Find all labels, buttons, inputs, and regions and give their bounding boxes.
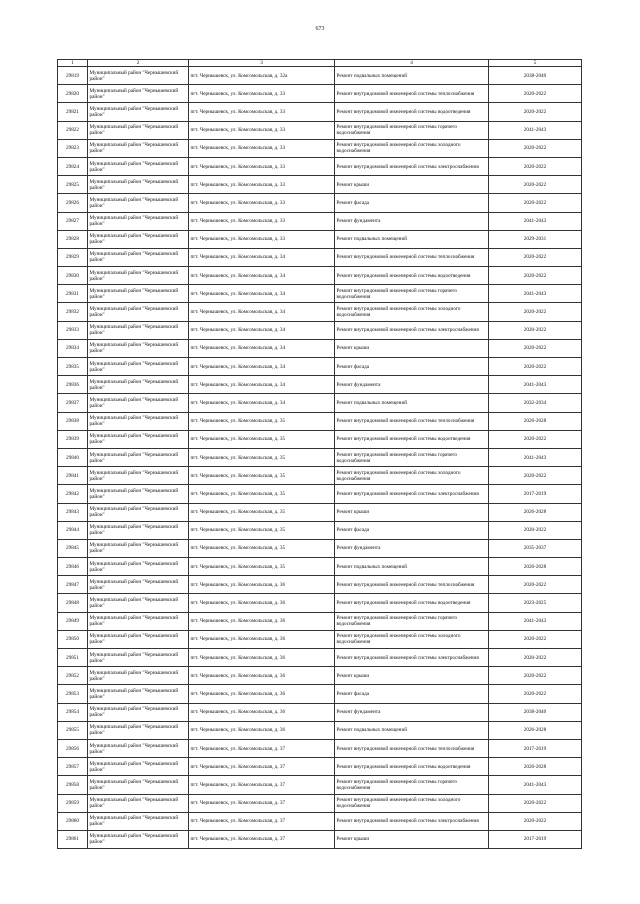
municipality-cell: Муниципальный район "Чернышевский район" bbox=[88, 539, 189, 557]
work-type-cell: Ремонт подвальных помещений bbox=[335, 67, 489, 85]
period-cell: 2020-2022 bbox=[489, 467, 582, 485]
work-type-cell: Ремонт крыши bbox=[335, 667, 489, 685]
table-row bbox=[58, 794, 582, 812]
column-header-4: 4 bbox=[335, 60, 489, 67]
work-type-cell: Ремонт внутридомовой инженерной системы электроснабжения bbox=[335, 157, 489, 175]
work-type-cell: Ремонт внутридомовой инженерной системы водоотведения bbox=[335, 594, 489, 612]
table-row bbox=[58, 594, 582, 612]
row-number-cell: 29842 bbox=[58, 485, 88, 503]
address-cell: пгт. Чернышевск, ул. Комсомольская, д. 37 bbox=[189, 812, 335, 830]
table-row bbox=[58, 721, 582, 739]
work-type-cell: Ремонт внутридомовой инженерной системы теплоснабжения bbox=[335, 85, 489, 103]
work-type-cell: Ремонт внутридомовой инженерной системы теплоснабжения bbox=[335, 576, 489, 594]
table-row bbox=[58, 430, 582, 448]
work-type-cell: Ремонт фасада bbox=[335, 521, 489, 539]
table-row bbox=[58, 776, 582, 794]
table-row bbox=[58, 667, 582, 685]
address-cell: пгт. Чернышевск, ул. Комсомольская, д. 34 bbox=[189, 285, 335, 303]
municipality-cell: Муниципальный район "Чернышевский район" bbox=[88, 412, 189, 430]
address-cell: пгт. Чернышевск, ул. Комсомольская, д. 37 bbox=[189, 758, 335, 776]
column-header-3: 3 bbox=[189, 60, 335, 67]
municipality-cell: Муниципальный район "Чернышевский район" bbox=[88, 739, 189, 757]
municipality-cell: Муниципальный район "Чернышевский район" bbox=[88, 612, 189, 630]
table-row bbox=[58, 521, 582, 539]
work-type-cell: Ремонт фундамента bbox=[335, 703, 489, 721]
address-cell: пгт. Чернышевск, ул. Комсомольская, д. 33 bbox=[189, 194, 335, 212]
row-number-cell: 29819 bbox=[58, 67, 88, 85]
work-type-cell: Ремонт внутридомовой инженерной системы горячего водоснабжения bbox=[335, 776, 489, 794]
work-type-cell: Ремонт внутридомовой инженерной системы холодного водоснабжения bbox=[335, 139, 489, 157]
municipality-cell: Муниципальный район "Чернышевский район" bbox=[88, 139, 189, 157]
municipality-cell: Муниципальный район "Чернышевский район" bbox=[88, 430, 189, 448]
municipality-cell: Муниципальный район "Чернышевский район" bbox=[88, 212, 189, 230]
period-cell: 2020-2022 bbox=[489, 303, 582, 321]
table-row bbox=[58, 358, 582, 376]
address-cell: пгт. Чернышевск, ул. Комсомольская, д. 37 bbox=[189, 794, 335, 812]
row-number-cell: 29855 bbox=[58, 721, 88, 739]
table-row bbox=[58, 339, 582, 357]
work-type-cell: Ремонт внутридомовой инженерной системы электроснабжения bbox=[335, 485, 489, 503]
row-number-cell: 29830 bbox=[58, 267, 88, 285]
period-cell: 2026-2028 bbox=[489, 412, 582, 430]
row-number-cell: 29824 bbox=[58, 157, 88, 175]
period-cell: 2041-2043 bbox=[489, 285, 582, 303]
period-cell: 2020-2022 bbox=[489, 649, 582, 667]
work-type-cell: Ремонт фундамента bbox=[335, 376, 489, 394]
work-type-cell: Ремонт внутридомовой инженерной системы теплоснабжения bbox=[335, 248, 489, 266]
table-row bbox=[58, 67, 582, 85]
column-header-1: 1 bbox=[58, 60, 88, 67]
work-type-cell: Ремонт внутридомовой инженерной системы водоотведения bbox=[335, 267, 489, 285]
municipality-cell: Муниципальный район "Чернышевский район" bbox=[88, 103, 189, 121]
address-cell: пгт. Чернышевск, ул. Комсомольская, д. 33 bbox=[189, 157, 335, 175]
address-cell: пгт. Чернышевск, ул. Комсомольская, д. 34 bbox=[189, 394, 335, 412]
table-row bbox=[58, 230, 582, 248]
table-row bbox=[58, 248, 582, 266]
municipality-cell: Муниципальный район "Чернышевский район" bbox=[88, 558, 189, 576]
period-cell: 2020-2022 bbox=[489, 176, 582, 194]
municipality-cell: Муниципальный район "Чернышевский район" bbox=[88, 230, 189, 248]
work-type-cell: Ремонт подвальных помещений bbox=[335, 558, 489, 576]
municipality-cell: Муниципальный район "Чернышевский район" bbox=[88, 594, 189, 612]
table-row bbox=[58, 412, 582, 430]
address-cell: пгт. Чернышевск, ул. Комсомольская, д. 34 bbox=[189, 248, 335, 266]
municipality-cell: Муниципальный район "Чернышевский район" bbox=[88, 667, 189, 685]
table-row bbox=[58, 539, 582, 557]
period-cell: 2023-2025 bbox=[489, 594, 582, 612]
period-cell: 2038-2040 bbox=[489, 703, 582, 721]
row-number-cell: 29832 bbox=[58, 303, 88, 321]
row-number-cell: 29858 bbox=[58, 776, 88, 794]
row-number-cell: 29856 bbox=[58, 739, 88, 757]
work-type-cell: Ремонт фундамента bbox=[335, 212, 489, 230]
municipality-cell: Муниципальный район "Чернышевский район" bbox=[88, 467, 189, 485]
period-cell: 2038-2040 bbox=[489, 67, 582, 85]
address-cell: пгт. Чернышевск, ул. Комсомольская, д. 35 bbox=[189, 430, 335, 448]
period-cell: 2020-2022 bbox=[489, 194, 582, 212]
municipality-cell: Муниципальный район "Чернышевский район" bbox=[88, 521, 189, 539]
row-number-cell: 29851 bbox=[58, 649, 88, 667]
municipality-cell: Муниципальный район "Чернышевский район" bbox=[88, 303, 189, 321]
period-cell: 2032-2034 bbox=[489, 394, 582, 412]
column-header-2: 2 bbox=[88, 60, 189, 67]
column-header-5: 5 bbox=[489, 60, 582, 67]
row-number-cell: 29848 bbox=[58, 594, 88, 612]
work-type-cell: Ремонт подвальных помещений bbox=[335, 230, 489, 248]
municipality-cell: Муниципальный район "Чернышевский район" bbox=[88, 812, 189, 830]
period-cell: 2020-2022 bbox=[489, 339, 582, 357]
table-row bbox=[58, 194, 582, 212]
period-cell: 2026-2028 bbox=[489, 758, 582, 776]
municipality-cell: Муниципальный район "Чернышевский район" bbox=[88, 830, 189, 848]
table-row bbox=[58, 448, 582, 466]
row-number-cell: 29839 bbox=[58, 430, 88, 448]
work-type-cell: Ремонт внутридомовой инженерной системы водоотведения bbox=[335, 430, 489, 448]
period-cell: 2029-2031 bbox=[489, 230, 582, 248]
municipality-cell: Муниципальный район "Чернышевский район" bbox=[88, 776, 189, 794]
address-cell: пгт. Чернышевск, ул. Комсомольская, д. 34 bbox=[189, 321, 335, 339]
work-type-cell: Ремонт внутридомовой инженерной системы холодного водоснабжения bbox=[335, 794, 489, 812]
period-cell: 2020-2022 bbox=[489, 157, 582, 175]
row-number-cell: 29833 bbox=[58, 321, 88, 339]
address-cell: пгт. Чернышевск, ул. Комсомольская, д. 33 bbox=[189, 212, 335, 230]
work-type-cell: Ремонт внутридомовой инженерной системы горячего водоснабжения bbox=[335, 612, 489, 630]
address-cell: пгт. Чернышевск, ул. Комсомольская, д. 35 bbox=[189, 485, 335, 503]
period-cell: 2020-2022 bbox=[489, 685, 582, 703]
work-type-cell: Ремонт крыши bbox=[335, 339, 489, 357]
table-row bbox=[58, 139, 582, 157]
work-type-cell: Ремонт фундамента bbox=[335, 539, 489, 557]
municipality-cell: Муниципальный район "Чернышевский район" bbox=[88, 248, 189, 266]
row-number-cell: 29846 bbox=[58, 558, 88, 576]
address-cell: пгт. Чернышевск, ул. Комсомольская, д. 35 bbox=[189, 467, 335, 485]
period-cell: 2041-2043 bbox=[489, 121, 582, 139]
table-row bbox=[58, 576, 582, 594]
address-cell: пгт. Чернышевск, ул. Комсомольская, д. 35 bbox=[189, 448, 335, 466]
period-cell: 2041-2043 bbox=[489, 376, 582, 394]
period-cell: 2020-2022 bbox=[489, 321, 582, 339]
row-number-cell: 29820 bbox=[58, 85, 88, 103]
address-cell: пгт. Чернышевск, ул. Комсомольская, д. 35 bbox=[189, 412, 335, 430]
table-row bbox=[58, 212, 582, 230]
period-cell: 2026-2028 bbox=[489, 721, 582, 739]
municipality-cell: Муниципальный район "Чернышевский район" bbox=[88, 649, 189, 667]
row-number-cell: 29822 bbox=[58, 121, 88, 139]
row-number-cell: 29825 bbox=[58, 176, 88, 194]
row-number-cell: 29828 bbox=[58, 230, 88, 248]
row-number-cell: 29843 bbox=[58, 503, 88, 521]
municipality-cell: Муниципальный район "Чернышевский район" bbox=[88, 358, 189, 376]
municipality-cell: Муниципальный район "Чернышевский район" bbox=[88, 448, 189, 466]
period-cell: 2020-2022 bbox=[489, 667, 582, 685]
municipality-cell: Муниципальный район "Чернышевский район" bbox=[88, 85, 189, 103]
period-cell: 2020-2022 bbox=[489, 267, 582, 285]
row-number-cell: 29836 bbox=[58, 376, 88, 394]
municipality-cell: Муниципальный район "Чернышевский район" bbox=[88, 339, 189, 357]
work-type-cell: Ремонт фасада bbox=[335, 358, 489, 376]
table-row bbox=[58, 85, 582, 103]
address-cell: пгт. Чернышевск, ул. Комсомольская, д. 33 bbox=[189, 139, 335, 157]
table-row bbox=[58, 394, 582, 412]
address-cell: пгт. Чернышевск, ул. Комсомольская, д. 36 bbox=[189, 721, 335, 739]
table-row bbox=[58, 176, 582, 194]
address-cell: пгт. Чернышевск, ул. Комсомольская, д. 34 bbox=[189, 339, 335, 357]
row-number-cell: 29821 bbox=[58, 103, 88, 121]
work-type-cell: Ремонт фасада bbox=[335, 194, 489, 212]
address-cell: пгт. Чернышевск, ул. Комсомольская, д. 36 bbox=[189, 649, 335, 667]
row-number-cell: 29834 bbox=[58, 339, 88, 357]
period-cell: 2017-2019 bbox=[489, 739, 582, 757]
row-number-cell: 29837 bbox=[58, 394, 88, 412]
address-cell: пгт. Чернышевск, ул. Комсомольская, д. 33 bbox=[189, 121, 335, 139]
period-cell: 2020-2022 bbox=[489, 576, 582, 594]
table-row bbox=[58, 467, 582, 485]
municipality-cell: Муниципальный район "Чернышевский район" bbox=[88, 176, 189, 194]
table-row bbox=[58, 685, 582, 703]
work-type-cell: Ремонт подвальных помещений bbox=[335, 721, 489, 739]
table-row bbox=[58, 157, 582, 175]
municipality-cell: Муниципальный район "Чернышевский район" bbox=[88, 121, 189, 139]
header-row bbox=[58, 60, 582, 67]
address-cell: пгт. Чернышевск, ул. Комсомольская, д. 35 bbox=[189, 558, 335, 576]
period-cell: 2017-2019 bbox=[489, 830, 582, 848]
table-row bbox=[58, 321, 582, 339]
period-cell: 2041-2043 bbox=[489, 448, 582, 466]
address-cell: пгт. Чернышевск, ул. Комсомольская, д. 35 bbox=[189, 503, 335, 521]
row-number-cell: 29840 bbox=[58, 448, 88, 466]
municipality-cell: Муниципальный район "Чернышевский район" bbox=[88, 376, 189, 394]
row-number-cell: 29823 bbox=[58, 139, 88, 157]
period-cell: 2020-2022 bbox=[489, 248, 582, 266]
table-body bbox=[58, 67, 582, 849]
work-type-cell: Ремонт крыши bbox=[335, 830, 489, 848]
address-cell: пгт. Чернышевск, ул. Комсомольская, д. 33 bbox=[189, 103, 335, 121]
period-cell: 2017-2019 bbox=[489, 485, 582, 503]
row-number-cell: 29852 bbox=[58, 667, 88, 685]
address-cell: пгт. Чернышевск, ул. Комсомольская, д. 36 bbox=[189, 667, 335, 685]
address-cell: пгт. Чернышевск, ул. Комсомольская, д. 36 bbox=[189, 612, 335, 630]
table-row bbox=[58, 739, 582, 757]
period-cell: 2026-2028 bbox=[489, 503, 582, 521]
period-cell: 2026-2028 bbox=[489, 558, 582, 576]
row-number-cell: 29850 bbox=[58, 630, 88, 648]
work-type-cell: Ремонт внутридомовой инженерной системы горячего водоснабжения bbox=[335, 448, 489, 466]
table-row bbox=[58, 612, 582, 630]
address-cell: пгт. Чернышевск, ул. Комсомольская, д. 34 bbox=[189, 376, 335, 394]
table-row bbox=[58, 812, 582, 830]
work-type-cell: Ремонт внутридомовой инженерной системы горячего водоснабжения bbox=[335, 121, 489, 139]
work-type-cell: Ремонт внутридомовой инженерной системы холодного водоснабжения bbox=[335, 467, 489, 485]
work-type-cell: Ремонт внутридомовой инженерной системы холодного водоснабжения bbox=[335, 303, 489, 321]
row-number-cell: 29838 bbox=[58, 412, 88, 430]
period-cell: 2020-2022 bbox=[489, 630, 582, 648]
municipality-cell: Муниципальный район "Чернышевский район" bbox=[88, 576, 189, 594]
work-type-cell: Ремонт внутридомовой инженерной системы горячего водоснабжения bbox=[335, 285, 489, 303]
municipality-cell: Муниципальный район "Чернышевский район" bbox=[88, 267, 189, 285]
address-cell: пгт. Чернышевск, ул. Комсомольская, д. 32а bbox=[189, 67, 335, 85]
address-cell: пгт. Чернышевск, ул. Комсомольская, д. 36 bbox=[189, 594, 335, 612]
table-row bbox=[58, 758, 582, 776]
row-number-cell: 29829 bbox=[58, 248, 88, 266]
table-row bbox=[58, 830, 582, 848]
row-number-cell: 29831 bbox=[58, 285, 88, 303]
period-cell: 2035-2037 bbox=[489, 539, 582, 557]
work-type-cell: Ремонт внутридомовой инженерной системы электроснабжения bbox=[335, 321, 489, 339]
work-type-cell: Ремонт подвальных помещений bbox=[335, 394, 489, 412]
row-number-cell: 29854 bbox=[58, 703, 88, 721]
work-type-cell: Ремонт внутридомовой инженерной системы водоотведения bbox=[335, 103, 489, 121]
table-row bbox=[58, 103, 582, 121]
row-number-cell: 29857 bbox=[58, 758, 88, 776]
municipality-cell: Муниципальный район "Чернышевский район" bbox=[88, 794, 189, 812]
municipality-cell: Муниципальный район "Чернышевский район" bbox=[88, 721, 189, 739]
address-cell: пгт. Чернышевск, ул. Комсомольская, д. 33 bbox=[189, 230, 335, 248]
address-cell: пгт. Чернышевск, ул. Комсомольская, д. 36 bbox=[189, 630, 335, 648]
row-number-cell: 29826 bbox=[58, 194, 88, 212]
work-type-cell: Ремонт внутридомовой инженерной системы водоотведения bbox=[335, 758, 489, 776]
table-row bbox=[58, 303, 582, 321]
table-row bbox=[58, 376, 582, 394]
table-row bbox=[58, 285, 582, 303]
table-row bbox=[58, 558, 582, 576]
municipality-cell: Муниципальный район "Чернышевский район" bbox=[88, 194, 189, 212]
address-cell: пгт. Чернышевск, ул. Комсомольская, д. 33 bbox=[189, 176, 335, 194]
table-row bbox=[58, 121, 582, 139]
table-row bbox=[58, 649, 582, 667]
work-type-cell: Ремонт крыши bbox=[335, 176, 489, 194]
capital-repair-table bbox=[57, 59, 582, 849]
address-cell: пгт. Чернышевск, ул. Комсомольская, д. 33 bbox=[189, 85, 335, 103]
row-number-cell: 29861 bbox=[58, 830, 88, 848]
address-cell: пгт. Чернышевск, ул. Комсомольская, д. 37 bbox=[189, 776, 335, 794]
period-cell: 2020-2022 bbox=[489, 85, 582, 103]
address-cell: пгт. Чернышевск, ул. Комсомольская, д. 36 bbox=[189, 576, 335, 594]
work-type-cell: Ремонт фасада bbox=[335, 685, 489, 703]
municipality-cell: Муниципальный район "Чернышевский район" bbox=[88, 503, 189, 521]
address-cell: пгт. Чернышевск, ул. Комсомольская, д. 34 bbox=[189, 303, 335, 321]
municipality-cell: Муниципальный район "Чернышевский район" bbox=[88, 703, 189, 721]
row-number-cell: 29841 bbox=[58, 467, 88, 485]
row-number-cell: 29835 bbox=[58, 358, 88, 376]
address-cell: пгт. Чернышевск, ул. Комсомольская, д. 35 bbox=[189, 539, 335, 557]
table-row bbox=[58, 703, 582, 721]
row-number-cell: 29844 bbox=[58, 521, 88, 539]
row-number-cell: 29845 bbox=[58, 539, 88, 557]
table-row bbox=[58, 485, 582, 503]
work-type-cell: Ремонт внутридомовой инженерной системы электроснабжения bbox=[335, 649, 489, 667]
period-cell: 2020-2022 bbox=[489, 812, 582, 830]
row-number-cell: 29860 bbox=[58, 812, 88, 830]
period-cell: 2041-2043 bbox=[489, 612, 582, 630]
period-cell: 2041-2043 bbox=[489, 212, 582, 230]
period-cell: 2020-2022 bbox=[489, 139, 582, 157]
address-cell: пгт. Чернышевск, ул. Комсомольская, д. 35 bbox=[189, 521, 335, 539]
municipality-cell: Муниципальный район "Чернышевский район" bbox=[88, 630, 189, 648]
page-number: 673 bbox=[315, 26, 325, 32]
address-cell: пгт. Чернышевск, ул. Комсомольская, д. 34 bbox=[189, 358, 335, 376]
municipality-cell: Муниципальный район "Чернышевский район" bbox=[88, 285, 189, 303]
period-cell: 2020-2022 bbox=[489, 521, 582, 539]
period-cell: 2020-2022 bbox=[489, 358, 582, 376]
municipality-cell: Муниципальный район "Чернышевский район" bbox=[88, 321, 189, 339]
work-type-cell: Ремонт внутридомовой инженерной системы теплоснабжения bbox=[335, 412, 489, 430]
work-type-cell: Ремонт крыши bbox=[335, 503, 489, 521]
row-number-cell: 29849 bbox=[58, 612, 88, 630]
municipality-cell: Муниципальный район "Чернышевский район" bbox=[88, 758, 189, 776]
row-number-cell: 29853 bbox=[58, 685, 88, 703]
table-row bbox=[58, 630, 582, 648]
table-row bbox=[58, 503, 582, 521]
address-cell: пгт. Чернышевск, ул. Комсомольская, д. 36 bbox=[189, 703, 335, 721]
address-cell: пгт. Чернышевск, ул. Комсомольская, д. 36 bbox=[189, 685, 335, 703]
municipality-cell: Муниципальный район "Чернышевский район" bbox=[88, 685, 189, 703]
row-number-cell: 29859 bbox=[58, 794, 88, 812]
row-number-cell: 29827 bbox=[58, 212, 88, 230]
address-cell: пгт. Чернышевск, ул. Комсомольская, д. 37 bbox=[189, 830, 335, 848]
address-cell: пгт. Чернышевск, ул. Комсомольская, д. 34 bbox=[189, 267, 335, 285]
municipality-cell: Муниципальный район "Чернышевский район" bbox=[88, 485, 189, 503]
period-cell: 2020-2022 bbox=[489, 794, 582, 812]
period-cell: 2020-2022 bbox=[489, 430, 582, 448]
address-cell: пгт. Чернышевск, ул. Комсомольская, д. 37 bbox=[189, 739, 335, 757]
work-type-cell: Ремонт внутридомовой инженерной системы электроснабжения bbox=[335, 812, 489, 830]
work-type-cell: Ремонт внутридомовой инженерной системы теплоснабжения bbox=[335, 739, 489, 757]
municipality-cell: Муниципальный район "Чернышевский район" bbox=[88, 394, 189, 412]
period-cell: 2041-2043 bbox=[489, 776, 582, 794]
municipality-cell: Муниципальный район "Чернышевский район" bbox=[88, 157, 189, 175]
table-row bbox=[58, 267, 582, 285]
row-number-cell: 29847 bbox=[58, 576, 88, 594]
municipality-cell: Муниципальный район "Чернышевский район" bbox=[88, 67, 189, 85]
period-cell: 2020-2022 bbox=[489, 103, 582, 121]
work-type-cell: Ремонт внутридомовой инженерной системы холодного водоснабжения bbox=[335, 630, 489, 648]
